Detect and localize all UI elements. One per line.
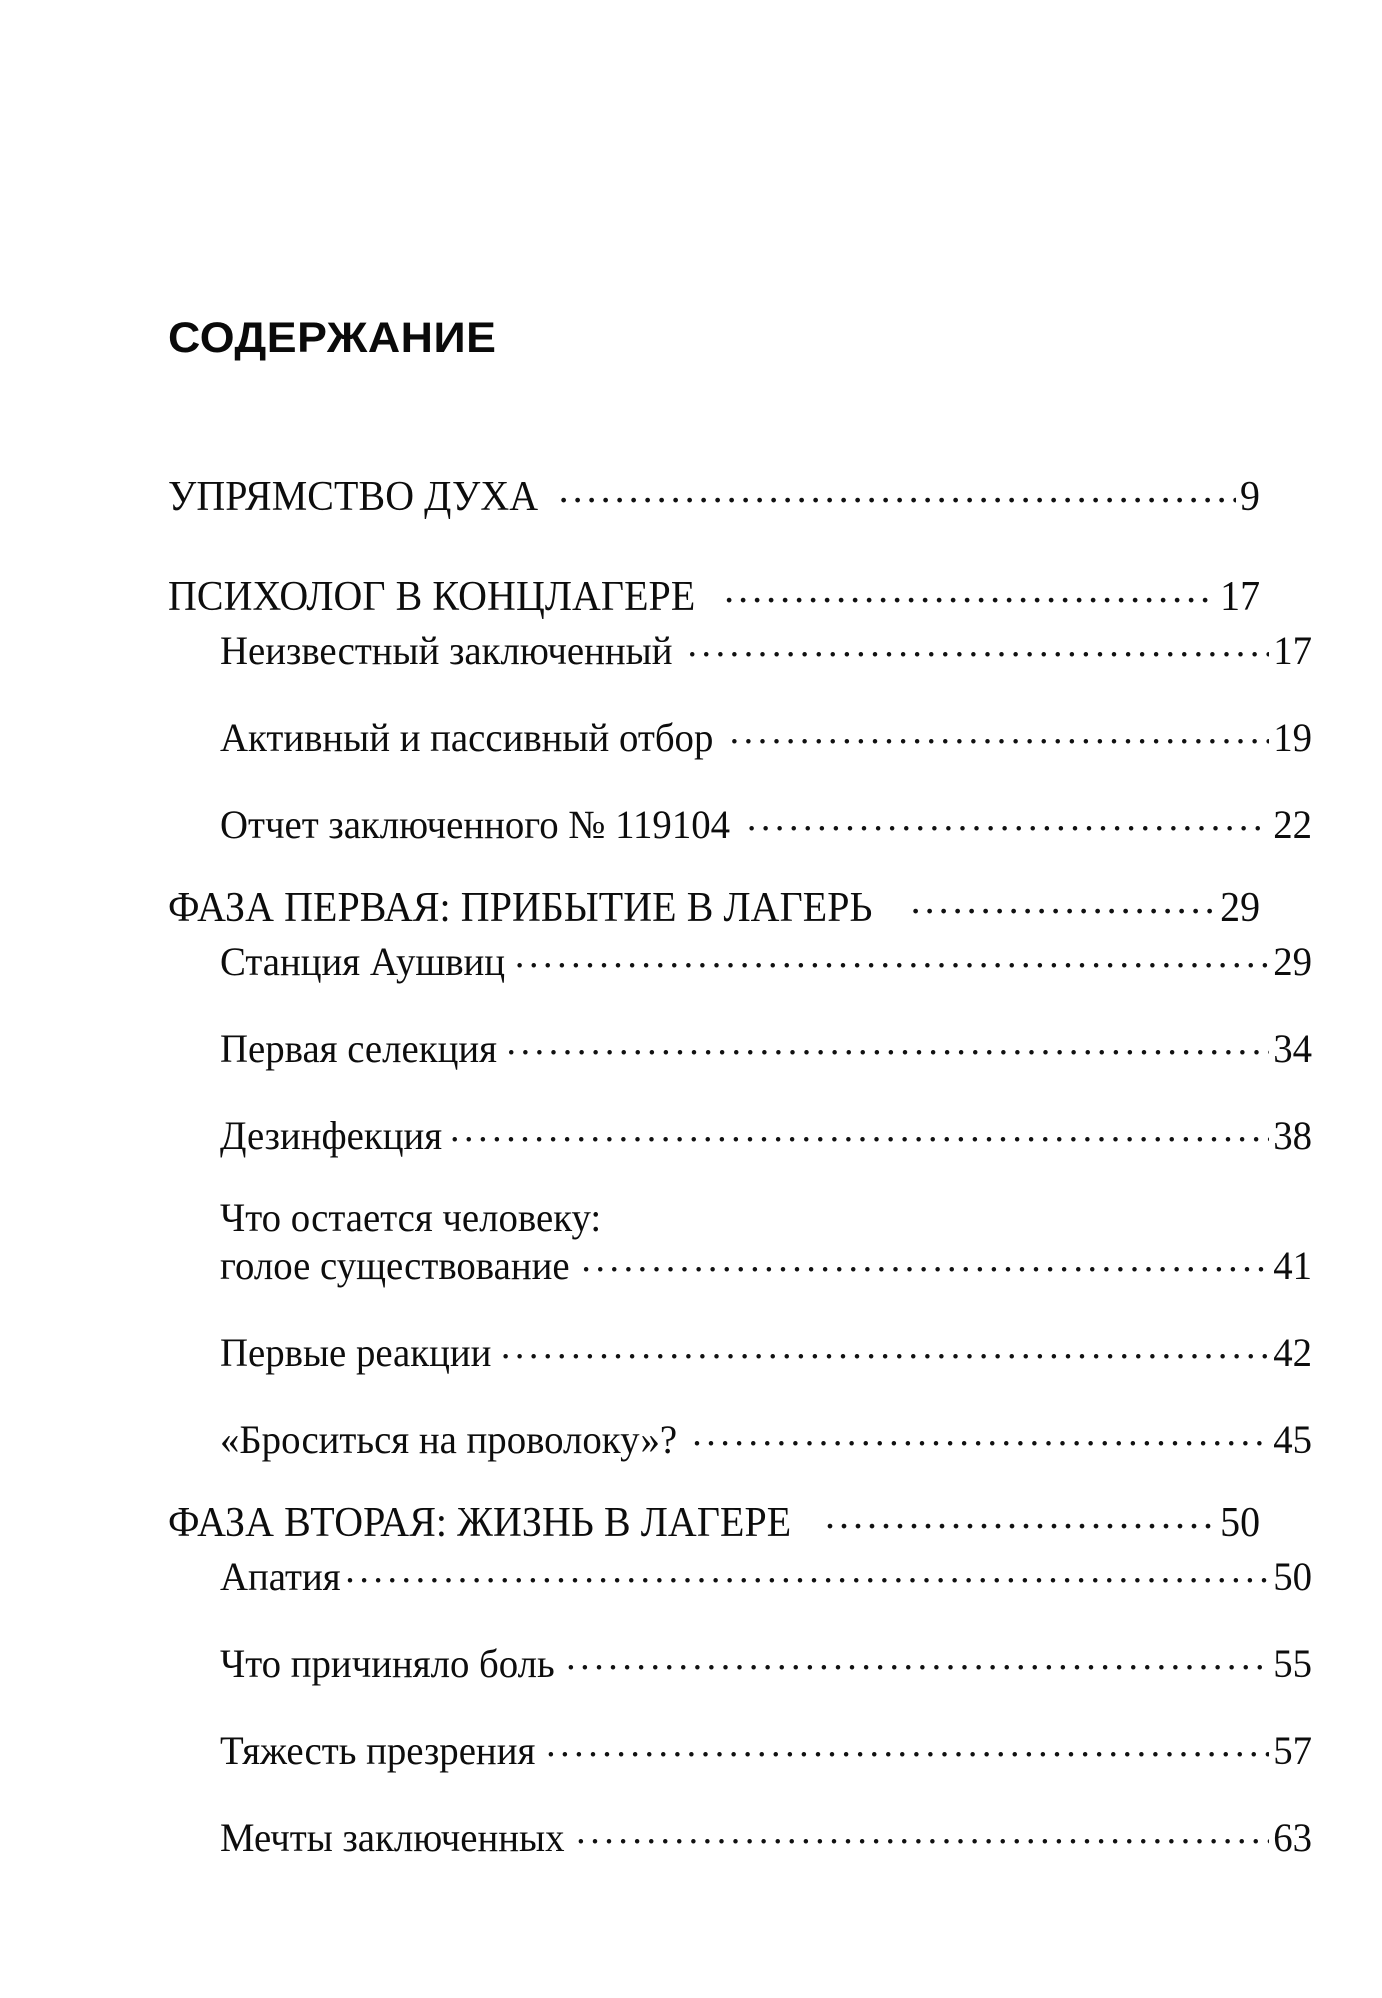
page-title: СОДЕРЖАНИЕ bbox=[168, 313, 497, 362]
spacer bbox=[168, 518, 1260, 568]
toc-entry-chto-prichinyalo-bol[interactable] bbox=[168, 1637, 1312, 1687]
toc-entry-line bbox=[168, 568, 1260, 618]
toc-entry-line bbox=[220, 624, 1312, 671]
toc-entry-line bbox=[220, 1550, 1312, 1600]
dot-leader bbox=[747, 798, 1269, 838]
toc-entry-page-number: 9 bbox=[1239, 474, 1260, 520]
toc-entry-line bbox=[168, 879, 1260, 929]
toc-entry-page-number: 17 bbox=[1219, 574, 1260, 620]
toc-entry-stanciya-aushvic[interactable] bbox=[168, 935, 1312, 982]
toc-entry-otchet-zaklyuchennogo-119104[interactable] bbox=[168, 798, 1312, 845]
spacer bbox=[168, 758, 1260, 798]
toc-entry-aktivnyj-i-passivnyj-otbor[interactable] bbox=[168, 711, 1312, 758]
toc-entry-line bbox=[220, 935, 1312, 982]
toc-entry-line bbox=[220, 1326, 1312, 1376]
toc-entry-line bbox=[220, 1239, 1312, 1289]
toc-entry-line bbox=[168, 468, 1260, 518]
toc-entry-psiholog-v-konclagere[interactable] bbox=[168, 568, 1260, 618]
toc-entry-label: Мечты заключенных bbox=[220, 1815, 565, 1861]
spacer bbox=[168, 1460, 1260, 1494]
toc-entry-tyazhest-prezreniya[interactable] bbox=[168, 1724, 1312, 1774]
dot-leader bbox=[687, 624, 1269, 664]
dot-leader bbox=[507, 1022, 1269, 1062]
toc-entry-label: Неизвестный заключенный bbox=[220, 628, 673, 673]
spacer bbox=[168, 845, 1260, 879]
dot-leader bbox=[581, 1239, 1269, 1279]
dot-leader bbox=[546, 1724, 1269, 1764]
dot-leader bbox=[345, 1550, 1269, 1590]
toc-entry-page-number: 42 bbox=[1273, 1330, 1312, 1376]
toc-entry-apatiya[interactable] bbox=[168, 1550, 1312, 1600]
toc-entry-label: УПРЯМСТВО ДУХА bbox=[168, 474, 539, 520]
dot-leader bbox=[515, 935, 1269, 975]
toc-entry-page-number: 45 bbox=[1273, 1417, 1312, 1463]
toc-entry-neizvestnyj-zaklyuchennyj[interactable] bbox=[168, 624, 1312, 671]
dot-leader bbox=[566, 1637, 1269, 1677]
toc-entry-uprjamstvo-duha[interactable] bbox=[168, 468, 1260, 518]
toc-entry-line bbox=[168, 1494, 1260, 1547]
spacer bbox=[168, 1771, 1260, 1811]
toc-entry-line bbox=[220, 1637, 1312, 1687]
toc-entry-label: Дезинфекция bbox=[220, 1113, 443, 1158]
toc-entry-label: Отчет заключенного № 119104 bbox=[220, 802, 731, 847]
toc-entry-page-number: 38 bbox=[1273, 1113, 1312, 1158]
toc-entry-pervaya-selekciya[interactable] bbox=[168, 1022, 1312, 1069]
toc-entry-label: Активный и пассивный отбор bbox=[220, 715, 714, 760]
toc-entry-label: Что причиняло боль bbox=[220, 1641, 555, 1687]
toc-entry-label: ФАЗА ПЕРВАЯ: ПРИБЫТИЕ В ЛАГЕРЬ bbox=[168, 885, 873, 931]
toc-entry-label: Апатия bbox=[220, 1554, 341, 1600]
toc-entry-line bbox=[220, 1724, 1312, 1774]
toc-entry-page-number: 57 bbox=[1273, 1728, 1312, 1774]
spacer bbox=[168, 671, 1260, 711]
dot-leader bbox=[450, 1109, 1269, 1149]
spacer bbox=[168, 982, 1260, 1022]
dot-leader bbox=[559, 468, 1236, 510]
toc-entry-page-number: 41 bbox=[1273, 1243, 1312, 1289]
toc-entry-line bbox=[220, 798, 1312, 845]
toc-entry-page-number: 55 bbox=[1273, 1641, 1312, 1687]
table-of-contents bbox=[168, 468, 1312, 1861]
toc-entry-label: голое существование bbox=[220, 1243, 570, 1289]
toc-entry-label: ФАЗА ВТОРАЯ: ЖИЗНЬ В ЛАГЕРЕ bbox=[168, 1500, 792, 1547]
toc-entry-page-number: 17 bbox=[1273, 628, 1312, 673]
dot-leader bbox=[825, 1494, 1215, 1536]
dot-leader bbox=[730, 711, 1269, 751]
spacer bbox=[168, 1373, 1260, 1413]
toc-entry-label: Первые реакции bbox=[220, 1330, 492, 1376]
toc-entry-label-line1: Что остается человеку: bbox=[220, 1195, 602, 1240]
toc-entry-page-number: 34 bbox=[1273, 1026, 1312, 1071]
toc-entry-faza-vtoraya[interactable] bbox=[168, 1494, 1260, 1547]
spacer bbox=[168, 1156, 1260, 1196]
toc-entry-faza-pervaya[interactable] bbox=[168, 879, 1260, 929]
toc-entry-page-number: 29 bbox=[1219, 885, 1260, 931]
toc-entry-line bbox=[220, 1022, 1312, 1069]
toc-entry-line bbox=[220, 1413, 1312, 1463]
dot-leader bbox=[911, 879, 1215, 921]
toc-entry-chto-ostaetsya-cheloveku[interactable] bbox=[168, 1195, 1312, 1289]
toc-entry-pervye-reakcii[interactable] bbox=[168, 1326, 1312, 1376]
toc-entry-brositsya-na-provoloku[interactable] bbox=[168, 1413, 1312, 1463]
toc-entry-label: Станция Аушвиц bbox=[220, 939, 506, 984]
dot-leader bbox=[501, 1326, 1269, 1366]
toc-entry-line bbox=[220, 1811, 1312, 1861]
toc-entry-page-number: 50 bbox=[1273, 1554, 1312, 1600]
dot-leader bbox=[576, 1811, 1269, 1851]
dot-leader bbox=[692, 1413, 1269, 1453]
toc-entry-label: «Броситься на проволоку»? bbox=[220, 1417, 678, 1463]
spacer bbox=[168, 1286, 1260, 1326]
toc-entry-label: Тяжесть презрения bbox=[220, 1728, 536, 1774]
toc-entry-mechty-zaklyuchennyh[interactable] bbox=[168, 1811, 1312, 1861]
toc-entry-line bbox=[220, 711, 1312, 758]
toc-entry-line bbox=[220, 1109, 1312, 1156]
spacer bbox=[168, 1069, 1260, 1109]
toc-entry-page-number: 22 bbox=[1273, 802, 1312, 847]
toc-entry-page-number: 19 bbox=[1273, 715, 1312, 760]
toc-entry-dezinfekciya[interactable] bbox=[168, 1109, 1312, 1156]
toc-entry-page-number: 29 bbox=[1273, 939, 1312, 984]
spacer bbox=[168, 1597, 1260, 1637]
dot-leader bbox=[724, 568, 1215, 610]
toc-entry-page-number: 50 bbox=[1219, 1500, 1260, 1547]
toc-entry-page-number: 63 bbox=[1273, 1815, 1312, 1861]
spacer bbox=[168, 1684, 1260, 1724]
toc-entry-label: ПСИХОЛОГ В КОНЦЛАГЕРЕ bbox=[168, 574, 696, 620]
toc-entry-label: Первая селекция bbox=[220, 1026, 497, 1071]
